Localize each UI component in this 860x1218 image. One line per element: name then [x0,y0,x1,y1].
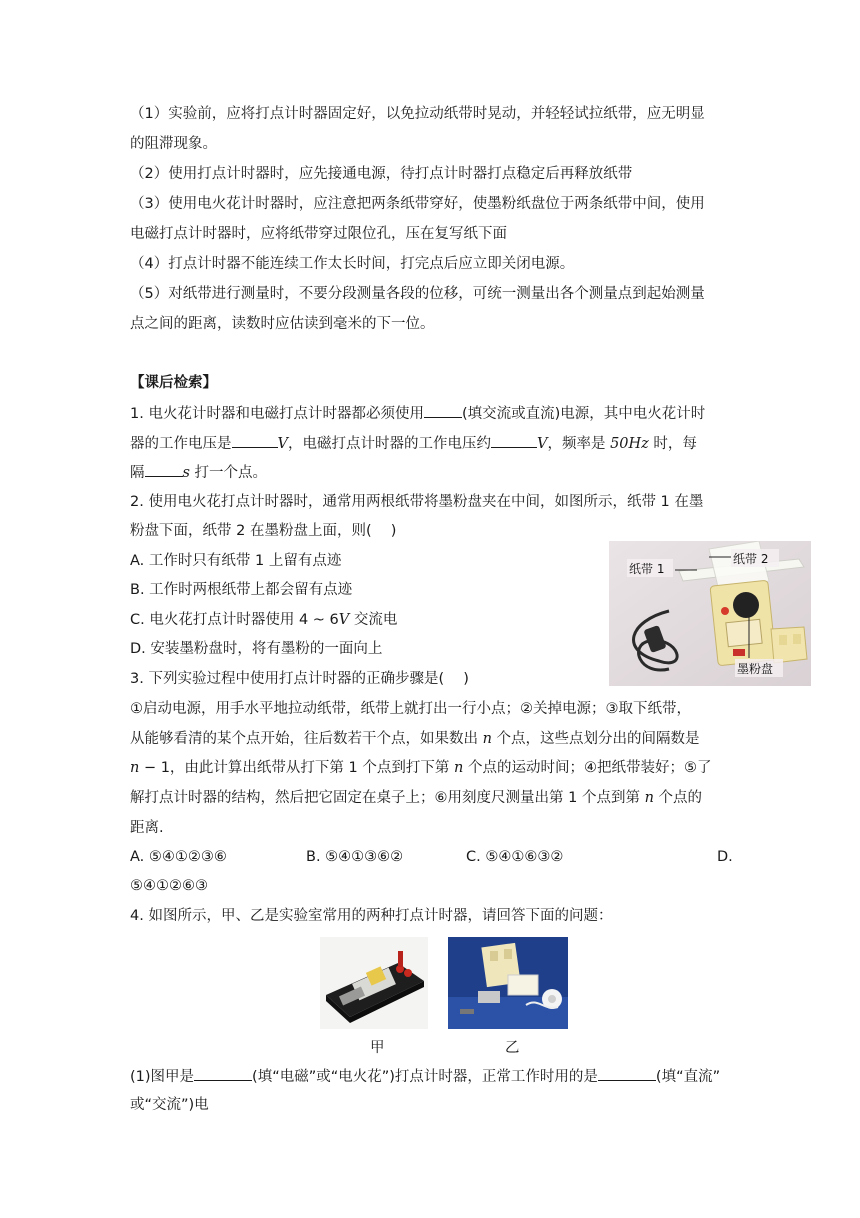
spark-timer-photo [609,541,811,686]
caption-jia: 甲 [370,1040,385,1056]
note-1-line-1: （1）实验前，应将打点计时器固定好，以免拉动纸带时晃动，并轻轻试拉纸带，应无明显 [130,106,705,122]
q2-option-b[interactable]: B. 工作时两根纸带上都会留有点迹 [130,582,353,598]
note-4: （4）打点计时器不能连续工作太长时间，打完点后应立即关闭电源。 [130,256,575,272]
spark-timer-illustration [609,541,811,686]
var-n: n [130,760,140,776]
q3-option-c[interactable]: C. ⑤④①⑥③② [466,849,564,865]
q1-text: 隔 [130,465,145,481]
var-n: n [644,790,654,806]
q4-part-1-line-1 [130,1066,720,1087]
var-n: n [454,760,464,776]
note-1-line-2: 的阻滞现象。 [130,136,217,152]
q1-text: (填交流或直流)电源，其中电火花计时 [461,406,706,422]
q3-option-b[interactable]: B. ⑤④①③⑥② [306,849,404,865]
q1-text: 打一个点。 [189,465,268,481]
q3-line-2 [130,729,700,749]
q4-blank-2[interactable] [598,1066,656,1081]
q3-line-3 [130,758,711,778]
timer-yi-photo [448,937,568,1029]
tape-1-label: 纸带 1 [629,562,665,576]
q1-blank-1[interactable] [424,403,462,418]
note-5-line-1: （5）对纸带进行测量时，不要分段测量各段的位移，可统一测量出各个测量点到起始测量 [130,286,705,302]
spark-timer-kit-illustration [448,937,568,1029]
q4-stem: 4. 如图所示，甲、乙是实验室常用的两种打点计时器，请回答下面的问题： [130,908,613,924]
q3-text: − 1，由此计算出纸带从打下第 1 个点到打下第 [139,760,454,776]
q3-text: 个点的运动时间；④把纸带装好；⑤了 [463,760,712,776]
q3-line-5: 距离. [130,820,164,836]
q1-blank-4[interactable] [145,462,183,477]
q2-option-d[interactable]: D. 安装墨粉盘时，将有墨粉的一面向上 [130,641,383,657]
q1-line-3 [130,462,267,483]
note-3-line-2: 电磁打点计时器时，应将纸带穿过限位孔，压在复写纸下面 [130,226,507,242]
q3-text: 从能够看清的某个点开始，往后数若干个点，如果数出 [130,731,483,747]
var-n: n [482,731,492,747]
q1-text: ，电磁打点计时器的工作电压约 [287,436,491,452]
q1-line-1 [130,403,705,424]
q4-blank-1[interactable] [194,1066,252,1081]
unit-second: s [182,465,190,481]
q2-option-c-text: 交流电 [349,612,398,628]
q4-part-1-line-2: 或“交流”)电 [130,1097,209,1113]
unit-volt: V [536,436,548,452]
electromagnetic-timer-illustration [320,937,428,1029]
unit-volt: V [277,436,288,452]
q3-option-a[interactable]: A. ⑤④①②③⑥ [130,849,227,865]
unit-volt: V [338,612,350,628]
note-5-line-2: 点之间的距离，读数时应估读到毫米的下一位。 [130,316,435,332]
q1-line-2 [130,433,697,454]
q3-text: 解打点计时器的结构，然后把它固定在桌子上；⑥用刻度尺测量出第 1 个点到第 [130,790,645,806]
q3-line-4 [130,788,702,808]
q1-blank-2[interactable] [232,433,278,448]
section-title: 【课后检索】 [130,375,217,391]
note-3-line-1: （3）使用电火花计时器时，应注意把两条纸带穿好，使墨粉纸盘位于两条纸带中间，使用 [130,196,705,212]
q3-option-d-value[interactable]: ⑤④①②⑥③ [130,878,208,894]
q2-option-c-text: C. 电火花打点计时器使用 4 ~ 6 [130,612,339,628]
q3-text: 个点，这些点划分出的间隔数是 [491,731,700,747]
q2-option-c[interactable] [130,610,397,630]
q1-blank-3[interactable] [491,433,537,448]
q1-text: 器的工作电压是 [130,436,232,452]
note-2: （2）使用打点计时器时，应先接通电源，待打点计时器打点稳定后再释放纸带 [130,166,633,182]
q3-option-d[interactable]: D. [717,849,733,865]
q4-text: (填“电磁”或“电火花”)打点计时器，正常工作时用的是 [252,1069,598,1085]
q3-text: 个点的 [653,790,703,806]
q1-text: 时，每 [648,436,697,452]
q2-stem-line-1: 2. 使用电火花打点计时器时，通常用两根纸带将墨粉盘夹在中间，如图所示，纸带 1 在墨 [130,494,704,510]
q3-line-1: ①启动电源，用手水平地拉动纸带，纸带上就打出一行小点；②关掉电源；③取下纸带， [130,701,691,717]
q2-stem-line-2: 粉盘下面，纸带 2 在墨粉盘上面，则( ) [130,523,397,539]
tape-2-label: 纸带 2 [733,552,769,566]
caption-yi: 乙 [505,1040,520,1056]
q4-text: (填“直流” [655,1069,721,1085]
q3-stem: 3. 下列实验过程中使用打点计时器的正确步骤是( ) [130,671,469,687]
timer-jia-photo [320,937,428,1029]
q4-text: (1)图甲是 [130,1069,195,1085]
frequency: 50Hz [610,436,649,452]
q1-text: ，频率是 [547,436,611,452]
q1-text: 1. 电火花计时器和电磁打点计时器都必须使用 [130,406,424,422]
q2-option-a[interactable]: A. 工作时只有纸带 1 上留有点迹 [130,553,342,569]
toner-disc-label: 墨粉盘 [737,662,774,676]
